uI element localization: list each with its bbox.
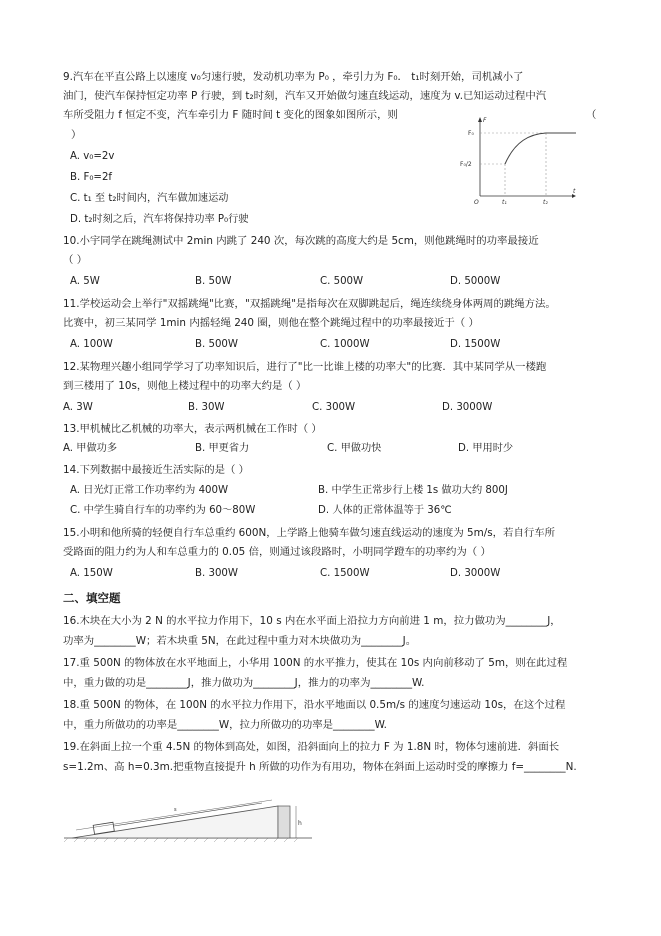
q11-option-b: B. 500W <box>195 339 238 350</box>
q10-option-a: A. 5W <box>70 276 100 287</box>
q9-option-a: A. v₀=2v <box>70 151 115 162</box>
q15-option-a: A. 150W <box>70 568 113 579</box>
q12-line-1: 12.某物理兴趣小组同学学习了功率知识后，进行了"比一比谁上楼的功率大"的比赛．其中某同学从一楼跑 <box>63 361 547 373</box>
q15-line-2: 受路面的阻力约为人和车总重力的 0.05 倍，则通过该段路时，小明同学蹬车的功率约为（ ） <box>63 546 491 558</box>
graph-axis-f: F <box>483 117 487 124</box>
q13-line-1: 13.甲机械比乙机械的功率大，表示两机械在工作时（ ） <box>63 423 322 435</box>
q10-line-2: （ ） <box>63 254 88 266</box>
incline-length-label: s <box>174 807 177 813</box>
q15-option-d: D. 3000W <box>450 568 501 579</box>
q11-option-a: A. 100W <box>70 339 113 350</box>
graph-label-t1: t₁ <box>502 199 507 206</box>
q12-option-a: A. 3W <box>63 402 93 413</box>
q9-line-3: 车所受阻力 f 恒定不变，汽车牵引力 F 随时间 t 变化的图象如图所示，则 <box>63 109 398 121</box>
q19-incline-diagram <box>62 794 322 844</box>
q11-line-1: 11.学校运动会上举行"双摇跳绳"比赛，"双摇跳绳"是指每次在双脚跳起后，绳连续绕身体两周的跳绳方法。 <box>63 298 556 310</box>
q17-line-2: 中，重力做的功是________J，推力做功为________J，推力的功率为________W. <box>63 677 425 689</box>
q9-force-time-graph <box>460 116 580 206</box>
q9-option-d: D. t₂时刻之后，汽车将保持功率 P₀行驶 <box>70 214 249 225</box>
q17-line-1: 17.重 500N 的物体放在水平地面上，小华用 100N 的水平推力，使其在 10s 内向前移动了 5m，则在此过程 <box>63 657 568 669</box>
q18-line-2: 中，重力所做功的功率是________W，拉力所做功的功率是________W. <box>63 719 387 731</box>
q16-line-2: 功率为________W；若木块重 5N，在此过程中重力对木块做功为________J。 <box>63 635 417 647</box>
q14-line-1: 14.下列数据中最接近生活实际的是（ ） <box>63 464 250 476</box>
q19-line-1: 19.在斜面上拉一个重 4.5N 的物体到高处，如图，沿斜面向上的拉力 F 为 1.8N 时，物体匀速前进．斜面长 <box>63 741 560 753</box>
q10-option-b: B. 50W <box>195 276 232 287</box>
q11-option-d: D. 1500W <box>450 339 501 350</box>
q15-option-c: C. 1500W <box>320 568 370 579</box>
q14-option-a: A. 日光灯正常工作功率约为 400W <box>70 485 229 496</box>
q15-option-b: B. 300W <box>195 568 238 579</box>
q10-line-1: 10.小宇同学在跳绳测试中 2min 内跳了 240 次，每次跳的高度大约是 5cm，则他跳绳时的功率最接近 <box>63 235 539 247</box>
graph-label-f0-half: F₀/2 <box>460 161 472 168</box>
graph-label-t2: t₂ <box>543 199 548 206</box>
q18-line-1: 18.重 500N 的物体，在 100N 的水平拉力作用下，沿水平地面以 0.5m/s 的速度匀速运动 10s，在这个过程 <box>63 699 566 711</box>
graph-label-f0: F₀ <box>468 130 474 137</box>
q19-line-2: s=1.2m、高 h=0.3m.把重物直接提升 h 所做的功作为有用功，物体在斜面上运动时受的摩擦力 f=________N. <box>63 761 577 773</box>
graph-axis-t: t <box>573 188 576 195</box>
q13-option-b: B. 甲更省力 <box>195 443 250 454</box>
q14-option-c: C. 中学生骑自行车的功率约为 60～80W <box>70 505 256 516</box>
q16-line-1: 16.木块在大小为 2 N 的水平拉力作用下，10 s 内在水平面上沿拉力方向前进 1 m，拉力做功为________J， <box>63 615 561 627</box>
q15-line-1: 15.小明和他所骑的轻便自行车总重约 600N，上学路上他骑车做匀速直线运动的速度为 5m/s，若自行车所 <box>63 527 556 539</box>
q14-option-b: B. 中学生正常步行上楼 1s 做功大约 800J <box>318 485 508 496</box>
q10-option-c: C. 500W <box>320 276 364 287</box>
q12-line-2: 到三楼用了 10s，则他上楼过程中的功率大约是（ ） <box>63 380 307 392</box>
q12-option-c: C. 300W <box>312 402 356 413</box>
q9-line-2: 油门，使汽车保持恒定功率 P 行驶，到 t₂时刻，汽车又开始做匀速直线运动，速度为 v.已知运动过程中汽 <box>63 90 547 102</box>
section-heading-fill-blank: 二、填空题 <box>63 591 121 605</box>
q11-line-2: 比赛中，初三某同学 1min 内摇轻绳 240 圈，则他在整个跳绳过程中的功率最接近于（ ） <box>63 317 479 329</box>
q9-option-b: B. F₀=2f <box>70 172 113 183</box>
q10-option-d: D. 5000W <box>450 276 501 287</box>
q13-option-d: D. 甲用时少 <box>458 443 514 454</box>
q9-line-1: 9.汽车在平直公路上以速度 v₀匀速行驶，发动机功率为 P₀ ，牵引力为 F₀． t₁时刻开始，司机减小了 <box>63 71 524 83</box>
q12-option-b: B. 30W <box>188 402 225 413</box>
q14-option-d: D. 人体的正常体温等于 36℃ <box>318 505 452 516</box>
q13-option-a: A. 甲做功多 <box>63 443 118 454</box>
q11-option-c: C. 1000W <box>320 339 370 350</box>
q13-option-c: C. 甲做功快 <box>327 443 382 454</box>
incline-height-label: h <box>298 820 302 827</box>
q9-paren-close: ） <box>71 129 82 141</box>
q9-option-c: C. t₁ 至 t₂时间内，汽车做加速运动 <box>70 193 229 204</box>
q12-option-d: D. 3000W <box>442 402 493 413</box>
q9-paren-open: （ <box>586 109 597 121</box>
graph-origin: O <box>474 199 479 206</box>
